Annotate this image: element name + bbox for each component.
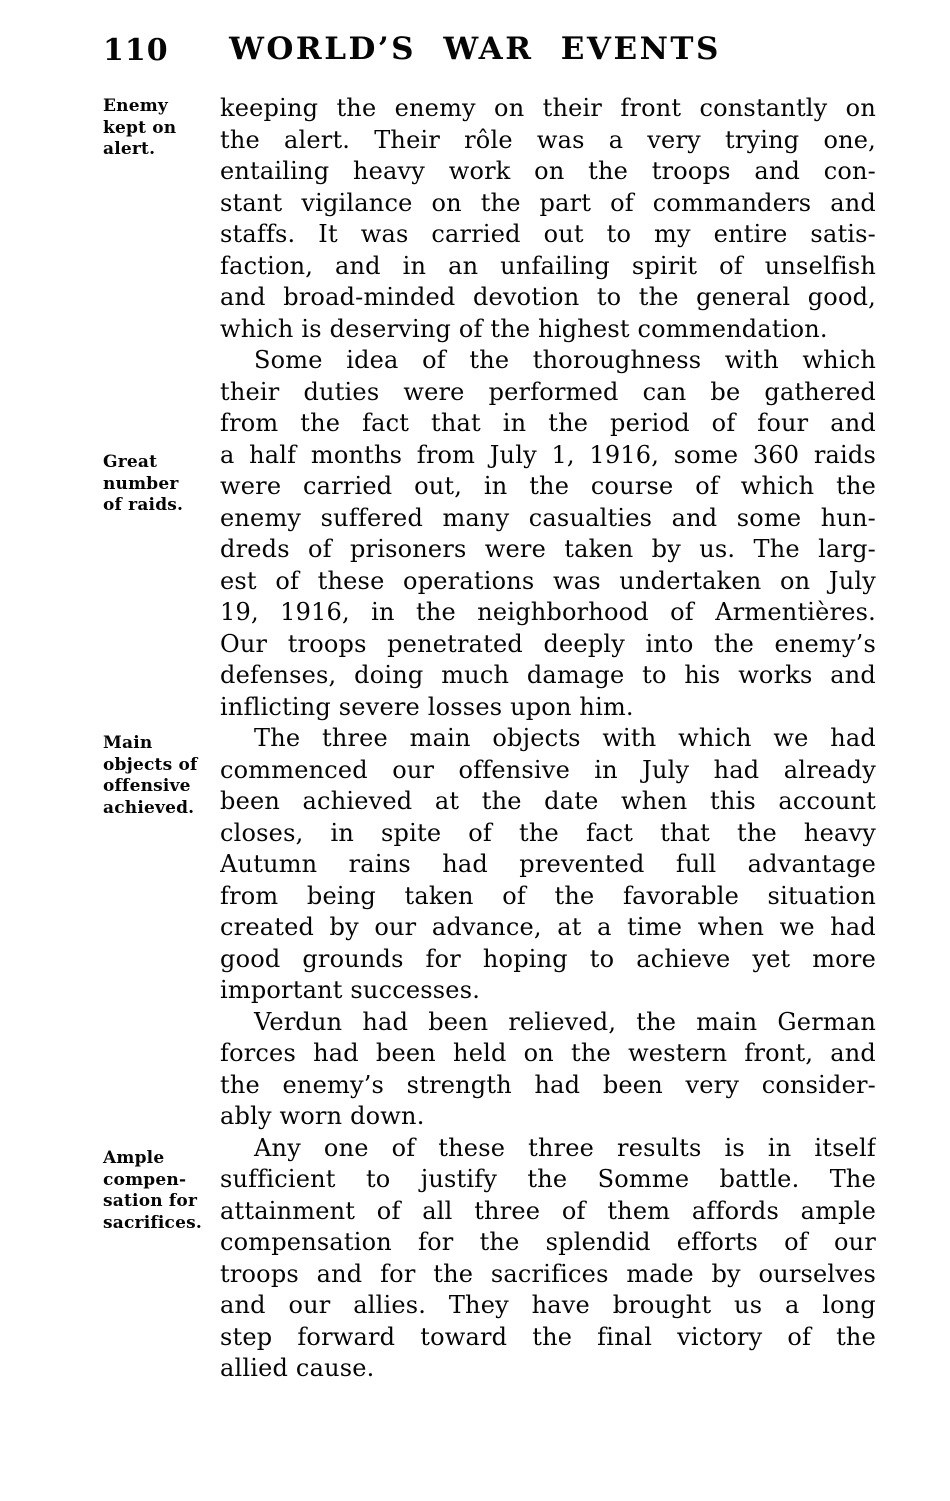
body-text — [220, 93, 876, 1385]
body-line: attainment of all three of them affords ample — [220, 1196, 876, 1225]
body-line: enemy suffered many casualties and some hun- — [220, 503, 876, 532]
body-line: keeping the enemy on their front constantly on — [220, 94, 876, 122]
body-line: stant vigilance on the part of commanders and — [220, 188, 876, 217]
body-line: Any one of these three results is in itself — [254, 1133, 876, 1162]
margin-note-line: Enemy — [103, 96, 168, 116]
body-line: which is deserving of the highest commendation. — [220, 314, 828, 343]
body-line: The three main objects with which we had — [254, 724, 876, 752]
body-line: dreds of prisoners were taken by us. The larg- — [220, 535, 876, 563]
body-line: important successes. — [220, 976, 481, 1004]
body-line: from being taken of the favorable situation — [220, 881, 876, 910]
body-line: Our troops penetrated deeply into the enemy’s — [220, 629, 876, 658]
body-line: staffs. It was carried out to my entire satis- — [220, 220, 876, 248]
body-line: entailing heavy work on the troops and con- — [220, 157, 876, 185]
margin-note-line: kept on — [103, 117, 177, 138]
body-line: the enemy’s strength had been very consider- — [220, 1070, 876, 1099]
body-line: faction, and in an unfailing spirit of unselfish — [220, 251, 876, 280]
body-line: 19, 1916, in the neighborhood of Armentières. — [220, 598, 876, 626]
body-line: troops and for the sacrifices made by ourselves — [220, 1259, 876, 1288]
body-line: Verdun had been relieved, the main German — [254, 1007, 876, 1036]
body-line: compensation for the splendid efforts of our — [220, 1228, 876, 1256]
margin-note-line: sacrifices. — [103, 1212, 202, 1233]
margin-note-line: number — [103, 473, 179, 494]
body-line: forces had been held on the western front, and — [220, 1039, 876, 1067]
body-line: ably worn down. — [220, 1102, 425, 1130]
margin-note — [103, 96, 215, 161]
margin-note — [103, 1148, 215, 1234]
margin-note — [103, 452, 215, 517]
body-line: commenced our offensive in July had already — [220, 755, 876, 784]
body-line: been achieved at the date when this account — [220, 787, 876, 815]
body-line: defenses, doing much damage to his works and — [220, 661, 876, 689]
margin-note-line: objects of — [103, 754, 198, 775]
margin-note-line: achieved. — [103, 797, 195, 818]
margin-note-line: sation for — [103, 1191, 198, 1211]
body-line: Autumn rains had prevented full advantage — [220, 850, 876, 878]
body-line: step forward toward the final victory of the — [220, 1322, 876, 1351]
body-line: a half months from July 1, 1916, some 360 raids — [220, 440, 876, 469]
body-line: the alert. Their rôle was a very trying one, — [220, 125, 876, 154]
margin-note — [103, 733, 215, 819]
body-line: created by our advance, at a time when we had — [220, 913, 876, 941]
margin-note-line: compen- — [103, 1169, 187, 1190]
margin-note-line: Main — [103, 733, 153, 753]
body-line: est of these operations was undertaken on July — [220, 566, 876, 595]
margin-note-line: offensive — [103, 776, 191, 796]
margin-note-line: Great — [103, 452, 158, 472]
body-line: good grounds for hoping to achieve yet more — [220, 944, 876, 973]
running-header-title: WORLD’S WAR EVENTS — [229, 31, 721, 67]
body-line: Some idea of the thoroughness with which — [254, 346, 876, 374]
body-line: inflicting severe losses upon him. — [220, 692, 634, 721]
margin-note-line: of raids. — [103, 495, 184, 515]
body-line: allied cause. — [220, 1354, 375, 1382]
body-line: and broad-minded devotion to the general good, — [220, 283, 876, 311]
body-line: closes, in spite of the fact that the heavy — [220, 818, 876, 847]
margin-note-line: alert. — [103, 139, 156, 159]
body-line: from the fact that in the period of four and — [220, 409, 876, 437]
body-line: were carried out, in the course of which the — [220, 472, 876, 500]
page-number: 110 — [103, 33, 169, 68]
body-line: sufficient to justify the Somme battle. The — [220, 1165, 876, 1193]
body-line: their duties were performed can be gathered — [220, 377, 876, 406]
margin-note-line: Ample — [103, 1148, 165, 1168]
body-line: and our allies. They have brought us a long — [220, 1291, 876, 1319]
